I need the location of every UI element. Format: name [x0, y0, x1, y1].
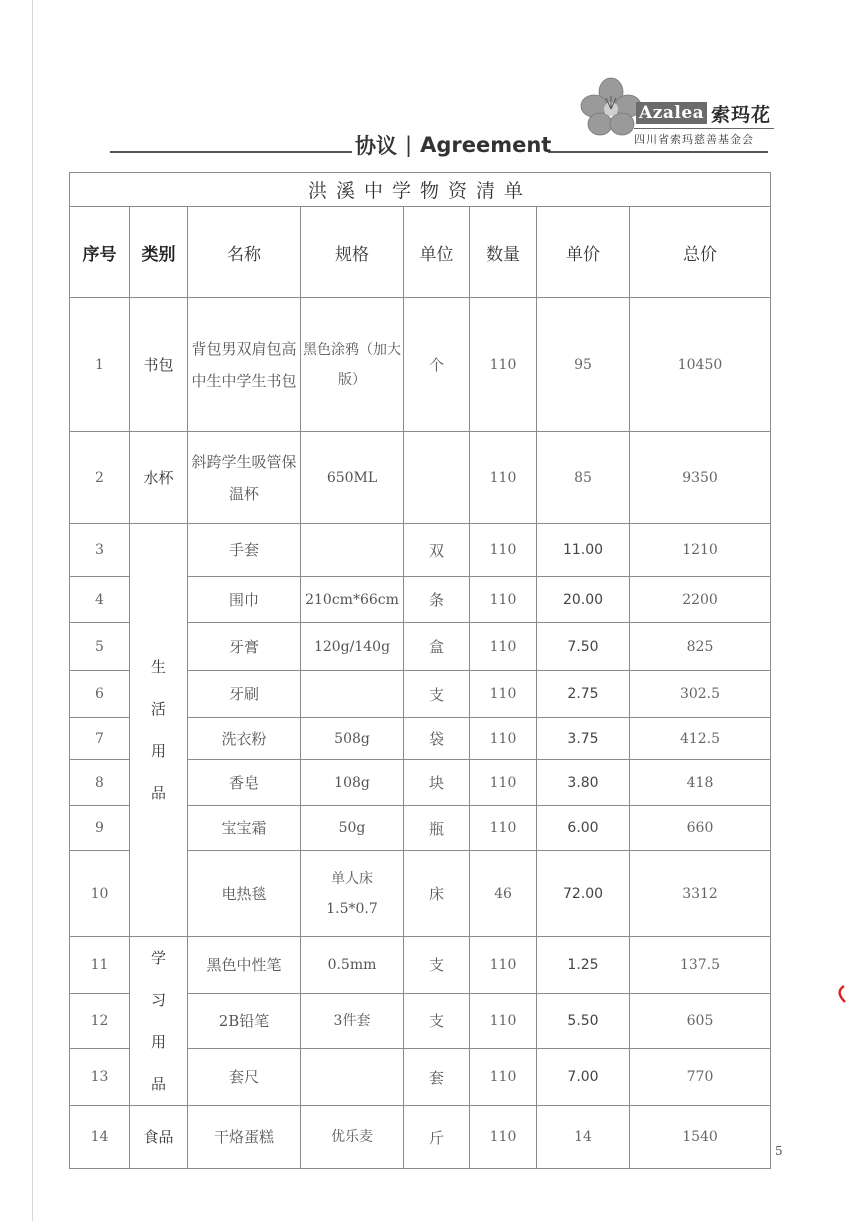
foundation-logo [578, 76, 774, 148]
row-unit: 支 [404, 671, 470, 718]
row-name: 干烙蛋糕 [188, 1106, 301, 1169]
row-qty: 110 [470, 760, 537, 806]
row-spec [301, 524, 404, 577]
row-spec: 120g/140g [301, 623, 404, 671]
row-price: 11.00 [537, 524, 630, 577]
row-total: 302.5 [630, 671, 771, 718]
table-row [70, 524, 771, 577]
row-qty: 110 [470, 806, 537, 851]
row-name: 电热毯 [188, 851, 301, 937]
row-unit: 套 [404, 1049, 470, 1106]
row-spec: 黑色涂鸦（加大版） [301, 298, 404, 432]
row-qty: 110 [470, 671, 537, 718]
supply-list-table [69, 172, 771, 1169]
row-spec: 210cm*66cm [301, 577, 404, 623]
header-name: 名称 [188, 207, 301, 298]
row-index: 9 [70, 806, 130, 851]
row-unit: 块 [404, 760, 470, 806]
header-unit: 单位 [404, 207, 470, 298]
row-qty: 110 [470, 298, 537, 432]
row-name: 宝宝霜 [188, 806, 301, 851]
row-name: 牙膏 [188, 623, 301, 671]
row-total: 660 [630, 806, 771, 851]
row-index: 10 [70, 851, 130, 937]
row-price: 3.75 [537, 718, 630, 760]
row-index: 13 [70, 1049, 130, 1106]
page-number: 5 [775, 1144, 783, 1158]
header-spec: 规格 [301, 207, 404, 298]
row-name: 牙刷 [188, 671, 301, 718]
row-total: 137.5 [630, 937, 771, 994]
row-name: 围巾 [188, 577, 301, 623]
row-qty: 110 [470, 623, 537, 671]
row-total: 2200 [630, 577, 771, 623]
row-index: 8 [70, 760, 130, 806]
row-unit: 个 [404, 298, 470, 432]
row-price: 6.00 [537, 806, 630, 851]
row-category: 学习用品 [130, 937, 188, 1106]
row-spec: 0.5mm [301, 937, 404, 994]
row-index: 6 [70, 671, 130, 718]
row-qty: 110 [470, 993, 537, 1048]
row-name: 套尺 [188, 1049, 301, 1106]
header-price: 单价 [537, 207, 630, 298]
row-name: 斜跨学生吸管保温杯 [188, 432, 301, 524]
row-total: 3312 [630, 851, 771, 937]
row-total: 825 [630, 623, 771, 671]
row-index: 7 [70, 718, 130, 760]
row-index: 2 [70, 432, 130, 524]
header-category: 类别 [130, 207, 188, 298]
row-price: 7.00 [537, 1049, 630, 1106]
header-separator: | [405, 133, 413, 157]
logo-org-name: 四川省索玛慈善基金会 [634, 128, 774, 147]
row-total: 1540 [630, 1106, 771, 1169]
header-total: 总价 [630, 207, 771, 298]
row-qty: 110 [470, 432, 537, 524]
row-category: 生活用品 [130, 524, 188, 937]
row-category: 食品 [130, 1106, 188, 1169]
row-index: 11 [70, 937, 130, 994]
row-qty: 46 [470, 851, 537, 937]
row-name: 背包男双肩包高中生中学生书包 [188, 298, 301, 432]
row-index: 12 [70, 993, 130, 1048]
row-total: 10450 [630, 298, 771, 432]
row-price: 1.25 [537, 937, 630, 994]
row-total: 9350 [630, 432, 771, 524]
row-name: 黑色中性笔 [188, 937, 301, 994]
row-qty: 110 [470, 577, 537, 623]
header-qty: 数量 [470, 207, 537, 298]
row-index: 5 [70, 623, 130, 671]
row-unit: 双 [404, 524, 470, 577]
row-unit: 斤 [404, 1106, 470, 1169]
row-spec: 508g [301, 718, 404, 760]
row-total: 605 [630, 993, 771, 1048]
row-price: 95 [537, 298, 630, 432]
row-unit: 盒 [404, 623, 470, 671]
row-qty: 110 [470, 524, 537, 577]
row-price: 20.00 [537, 577, 630, 623]
row-spec: 50g [301, 806, 404, 851]
table-header-row [70, 207, 771, 298]
section-header [355, 128, 551, 162]
row-qty: 110 [470, 1106, 537, 1169]
row-name: 2B铅笔 [188, 993, 301, 1048]
row-index: 1 [70, 298, 130, 432]
header-title-en: Agreement [420, 133, 552, 157]
header-rule-left [110, 151, 352, 153]
row-name: 香皂 [188, 760, 301, 806]
table-row [70, 1106, 771, 1169]
row-price: 72.00 [537, 851, 630, 937]
table-row [70, 298, 771, 432]
row-unit: 条 [404, 577, 470, 623]
row-unit: 支 [404, 993, 470, 1048]
row-index: 4 [70, 577, 130, 623]
row-price: 14 [537, 1106, 630, 1169]
row-unit [404, 432, 470, 524]
header-rule-right [548, 151, 768, 153]
row-index: 14 [70, 1106, 130, 1169]
row-name: 洗衣粉 [188, 718, 301, 760]
row-price: 7.50 [537, 623, 630, 671]
row-spec: 优乐麦 [301, 1106, 404, 1169]
row-qty: 110 [470, 1049, 537, 1106]
row-qty: 110 [470, 937, 537, 994]
row-unit: 瓶 [404, 806, 470, 851]
row-total: 418 [630, 760, 771, 806]
row-total: 770 [630, 1049, 771, 1106]
row-unit: 支 [404, 937, 470, 994]
row-spec [301, 671, 404, 718]
scan-edge-mark [836, 985, 846, 1003]
row-price: 85 [537, 432, 630, 524]
row-index: 3 [70, 524, 130, 577]
header-index: 序号 [70, 207, 130, 298]
row-qty: 110 [470, 718, 537, 760]
row-spec [301, 1049, 404, 1106]
table-row [70, 937, 771, 994]
logo-name-en: Azalea [636, 102, 707, 124]
row-unit: 袋 [404, 718, 470, 760]
header-title-cn: 协议 [355, 134, 397, 158]
row-total: 412.5 [630, 718, 771, 760]
table-title: 洪溪中学物资清单 [70, 173, 771, 207]
logo-name-cn: 索玛花 [711, 104, 772, 126]
row-spec: 108g [301, 760, 404, 806]
row-name: 手套 [188, 524, 301, 577]
row-total: 1210 [630, 524, 771, 577]
row-category: 书包 [130, 298, 188, 432]
row-unit: 床 [404, 851, 470, 937]
row-price: 5.50 [537, 993, 630, 1048]
table-row [70, 432, 771, 524]
row-spec: 单人床1.5*0.7 [301, 851, 404, 937]
row-price: 2.75 [537, 671, 630, 718]
row-price: 3.80 [537, 760, 630, 806]
binding-edge [32, 0, 33, 1221]
row-category: 水杯 [130, 432, 188, 524]
row-spec: 650ML [301, 432, 404, 524]
row-spec: 3件套 [301, 993, 404, 1048]
